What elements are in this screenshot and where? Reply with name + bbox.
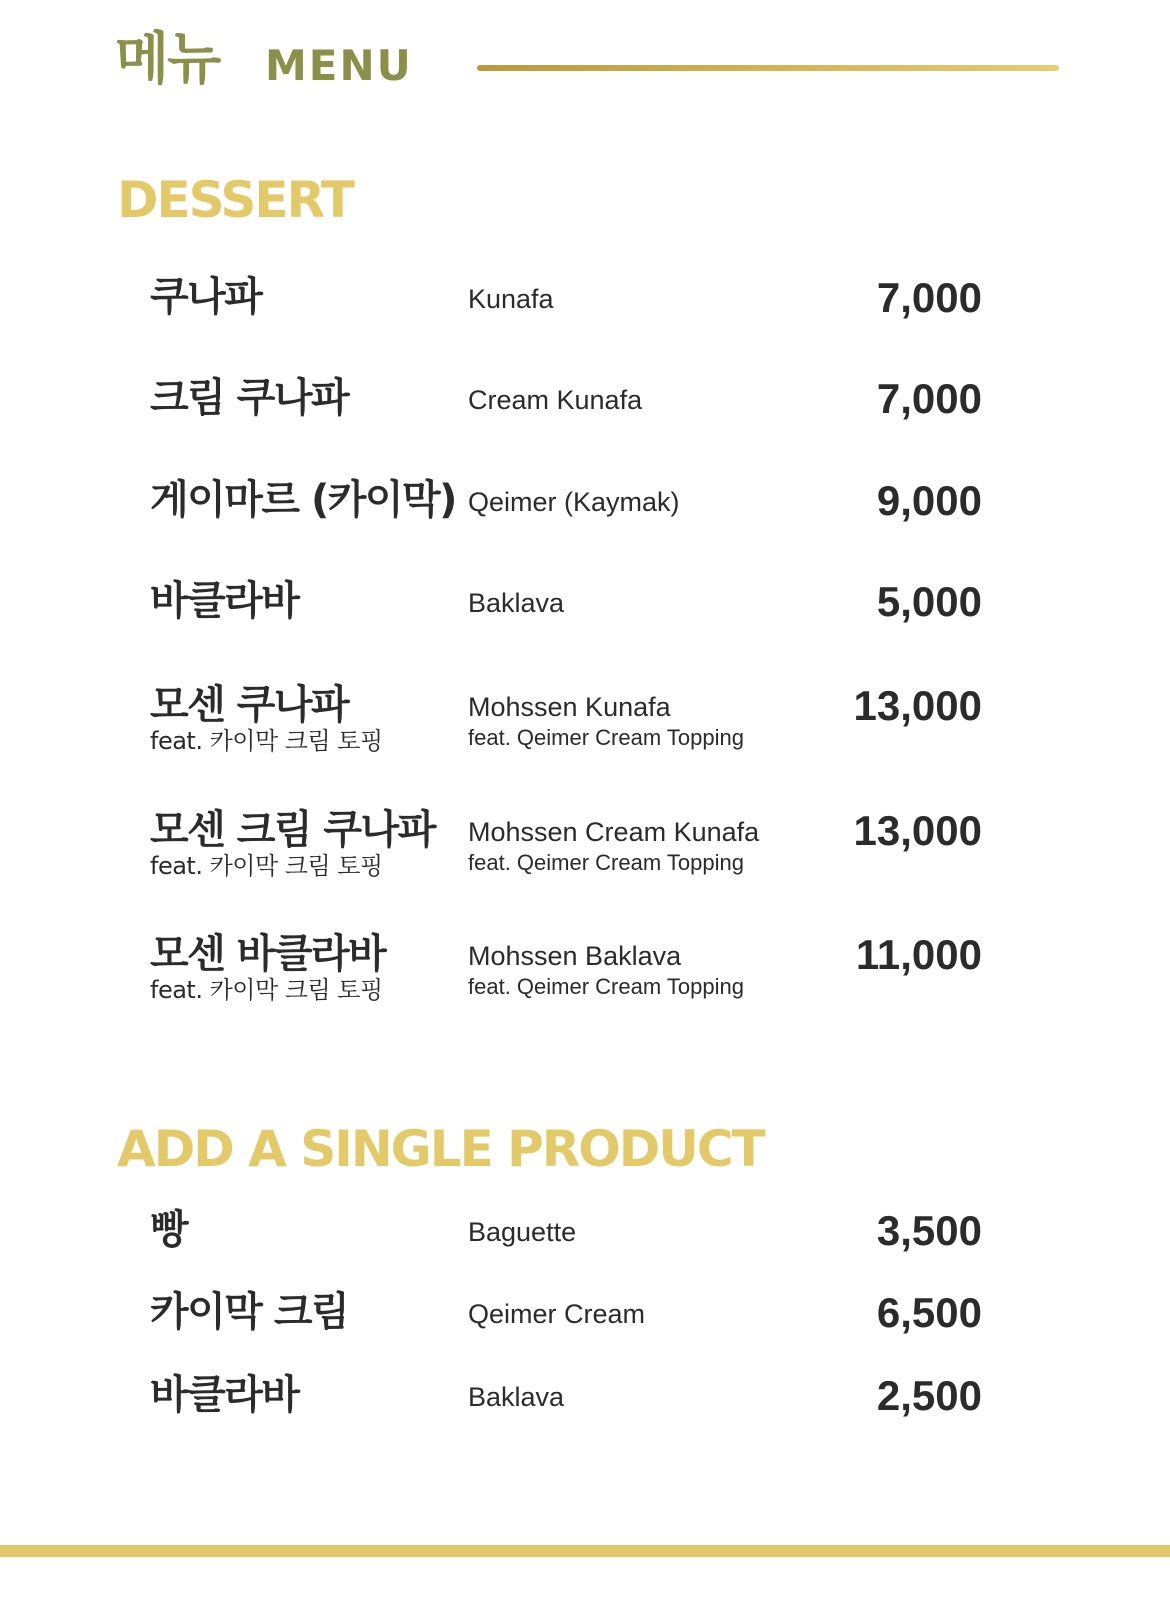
item-name-korean: 모센 크림 쿠나파 [150, 807, 435, 853]
menu-header [115, 28, 1055, 92]
item-price: 13,000 [853, 682, 982, 729]
section-heading-single-product: ADD A SINGLE PRODUCT [117, 1120, 764, 1178]
item-subtitle-korean: feat. 카이막 크림 토핑 [150, 727, 383, 755]
page-title-english: MENU [265, 41, 413, 90]
item-name-korean: 바클라바 [150, 1372, 299, 1418]
item-name-english: Mohssen Cream Kunafa [468, 817, 760, 847]
section-heading-dessert: DESSERT [117, 171, 353, 229]
item-price: 13,000 [853, 807, 982, 854]
item-name-english: Baklava [468, 588, 565, 618]
item-price: 6,500 [876, 1289, 982, 1336]
item-price: 11,000 [855, 931, 982, 978]
item-subtitle-korean: feat. 카이막 크림 토핑 [150, 976, 383, 1004]
item-name-english: Qeimer (Kaymak) [468, 487, 680, 517]
item-name-english: Mohssen Baklava [468, 941, 682, 971]
item-name-korean: 카이막 크림 [150, 1289, 349, 1335]
item-subtitle-korean: feat. 카이막 크림 토핑 [150, 852, 383, 880]
item-name-english: Mohssen Kunafa [468, 692, 671, 722]
item-subtitle-english: feat. Qeimer Cream Topping [468, 974, 744, 999]
item-name-korean: 크림 쿠나파 [150, 375, 349, 421]
item-price: 9,000 [876, 477, 982, 524]
item-subtitle-english: feat. Qeimer Cream Topping [468, 725, 744, 750]
item-price: 2,500 [876, 1372, 982, 1419]
item-name-korean: 빵 [150, 1207, 188, 1253]
item-subtitle-english: feat. Qeimer Cream Topping [468, 850, 744, 875]
item-price: 3,500 [876, 1207, 982, 1254]
item-price: 7,000 [876, 274, 982, 321]
item-name-korean: 쿠나파 [150, 274, 262, 320]
item-name-korean: 모센 쿠나파 [150, 682, 349, 728]
item-name-korean: 게이마르 (카이막) [150, 477, 456, 523]
item-name-korean: 바클라바 [150, 578, 299, 624]
item-name-korean: 모센 바클라바 [150, 931, 386, 977]
item-name-english: Baguette [468, 1217, 577, 1247]
item-price: 7,000 [876, 375, 982, 422]
item-name-english: Qeimer Cream [468, 1299, 646, 1329]
footer-divider [0, 1545, 1170, 1557]
item-name-english: Cream Kunafa [468, 385, 643, 415]
item-price: 5,000 [876, 578, 982, 625]
item-name-english: Kunafa [468, 284, 554, 314]
item-name-english: Baklava [468, 1382, 565, 1412]
page-title-korean: 메뉴 [115, 27, 220, 92]
header-divider [477, 65, 1059, 71]
